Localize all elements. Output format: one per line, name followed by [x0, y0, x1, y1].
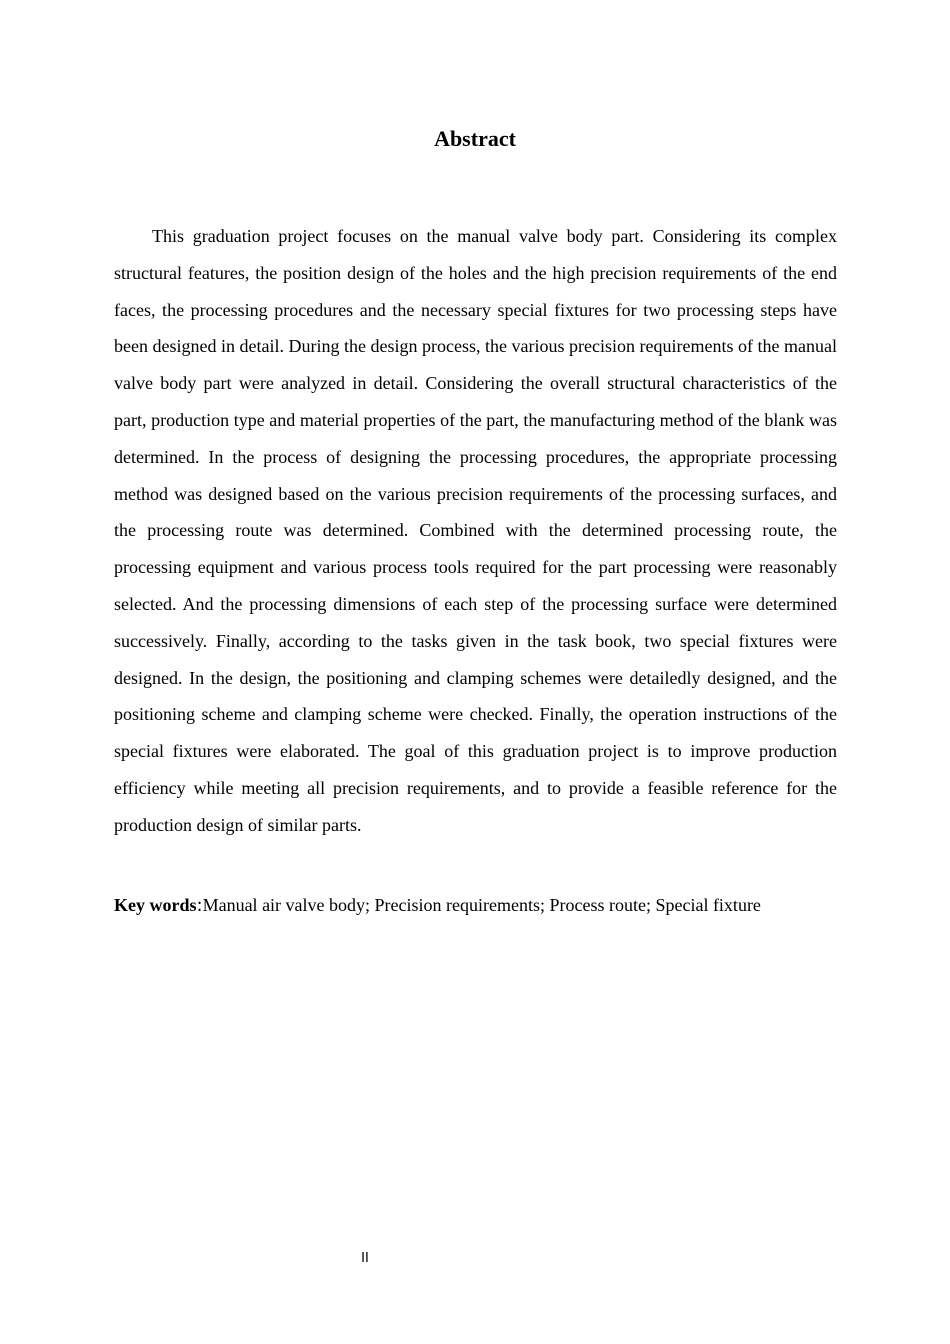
keywords-label: Key words — [114, 895, 197, 915]
abstract-body: This graduation project focuses on the manual valve body part. Considering its complex structural features, the position design of the holes and the high precision requirements of the end faces, the processing procedures and the necessary special fixtures for two processing steps have been designed in detail. During the design process, the various precision requirements of the manual valve body part were analyzed in detail. Considering the overall structural characteristics of the part, production type and material properties of the part, the manufacturing method of the blank was determined. In the process of designing the processing procedures, the appropriate processing method was designed based on the various precision requirements of the processing surfaces, and the processing route was determined. Combined with the determined processing route, the processing equipment and various process tools required for the part processing were reasonably selected. And the processing dimensions of each step of the processing surface were determined successively. Finally, according to the tasks given in the task book, two special fixtures were designed. In the design, the positioning and clamping schemes were detailedly designed, and the positioning scheme and clamping scheme were checked. Finally, the operation instructions of the special fixtures were elaborated. The goal of this graduation project is to improve production efficiency while meeting all precision requirements, and to provide a feasible reference for the production design of similar parts. — [114, 226, 837, 835]
keywords-colon: : — [196, 895, 203, 916]
abstract-title: Abstract — [434, 126, 516, 151]
keywords-text: Manual air valve body; Precision requirements; Process route; Special fixture — [202, 895, 761, 915]
keywords-line — [114, 890, 837, 921]
page-number: II — [361, 1251, 369, 1266]
